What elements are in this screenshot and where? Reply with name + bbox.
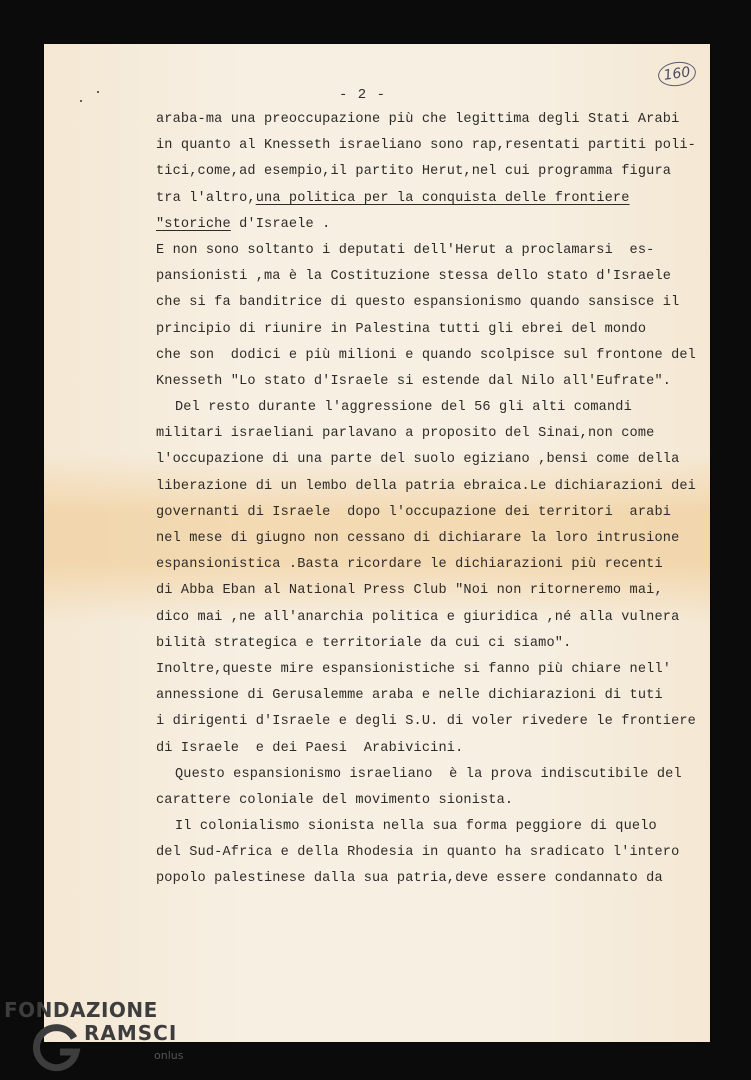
gramsci-g-logo-icon (30, 1022, 82, 1074)
line-text: Knesseth "Lo stato d'Israele si estende dal Nilo all'Eufrate". (156, 373, 672, 389)
line-text: di Israele e dei Paesi Arabivicini. (156, 740, 464, 756)
stray-ink-mark (80, 100, 82, 102)
text-line (156, 840, 716, 866)
text-line (156, 788, 716, 814)
text-line (156, 264, 716, 290)
text-line (156, 369, 716, 395)
line-text: espansionistica .Basta ricordare le dichiarazioni più recenti (156, 557, 663, 573)
text-line (156, 447, 716, 473)
line-text: i dirigenti d'Israele e degli S.U. di voler rivedere le frontiere (156, 714, 696, 730)
text-line (156, 421, 716, 447)
line-text: principio di riunire in Palestina tutti gli ebrei del mondo (156, 321, 647, 337)
line-text: dico mai ,ne all'anarchia politica e giuridica ,né alla vulnera (156, 609, 680, 625)
text-line (156, 814, 716, 840)
text-line (156, 762, 716, 788)
text-line (156, 343, 716, 369)
line-text: bilità strategica e territoriale da cui ci siamo". (156, 635, 572, 651)
text-line (156, 317, 716, 343)
line-text: del Sud-Africa e della Rhodesia in quanto ha sradicato l'intero (156, 845, 680, 861)
line-text: l'occupazione di una parte del suolo egiziano ,bensi come della (156, 452, 680, 468)
text-line (156, 212, 716, 238)
text-line (156, 866, 716, 892)
line-text: liberazione di un lembo della patria ebraica.Le dichiarazioni dei (156, 478, 696, 494)
line-text: d'Israele . (230, 216, 331, 232)
line-text: Del resto durante l'aggressione del 56 gli alti comandi (175, 400, 632, 416)
text-line (156, 552, 716, 578)
line-text: tra l'altro, (156, 190, 256, 206)
underlined-text: "storiche (156, 216, 231, 232)
text-line (156, 159, 716, 185)
text-line (156, 736, 716, 762)
page-number: - 2 - (339, 87, 387, 103)
line-text: Questo espansionismo israeliano è la prova indiscutibile del (175, 766, 682, 782)
text-line (156, 578, 716, 604)
underlined-text: una politica per la conquista delle frontiere (255, 190, 630, 206)
text-line (156, 631, 716, 657)
line-text: popolo palestinese dalla sua patria,deve essere condannato da (156, 871, 663, 887)
line-text: che son dodici e più milioni e quando scolpisce sul frontone del (156, 347, 696, 363)
line-text: che si fa banditrice di questo espansionismo quando sansisce il (156, 295, 680, 311)
watermark-onlus: onlus (154, 1049, 184, 1062)
line-text: annessione di Gerusalemme araba e nelle dichiarazioni di tuti (156, 688, 663, 704)
text-line (156, 186, 716, 212)
line-text: militari israeliani parlavano a proposito del Sinai,non come (156, 426, 655, 442)
line-text: tici,come,ad esempio,il partito Herut,nel cui programma figura (156, 164, 672, 180)
watermark-line-1: FONDAZIONE (4, 998, 158, 1022)
line-text: in quanto al Knesseth israeliano sono rap,resentati partiti poli- (156, 138, 696, 154)
line-text: Il colonialismo sionista nella sua forma peggiore di quelo (175, 819, 657, 835)
line-text: nel mese di giugno non cessano di dichiarare la loro intrusione (156, 531, 680, 546)
text-line (156, 133, 716, 159)
line-text: Inoltre,queste mire espansionistiche si fanno più chiare nell' (156, 661, 672, 677)
line-text: E non sono soltanto i deputati dell'Herut a proclamarsi es- (156, 242, 655, 258)
text-line (156, 709, 716, 735)
text-line (156, 290, 716, 316)
line-text: araba-ma una preoccupazione più che legittima degli Stati Arabi (156, 112, 680, 127)
line-text: pansionisti ,ma è la Costituzione stessa dello stato d'Israele (156, 269, 672, 285)
stray-ink-mark (97, 91, 99, 93)
text-line (156, 605, 716, 631)
text-line (156, 474, 716, 500)
text-line (156, 657, 716, 683)
fondazione-gramsci-watermark (4, 994, 204, 1080)
line-text: governanti di Israele dopo l'occupazione dei territori arabi (156, 504, 672, 520)
document-page (44, 44, 710, 1042)
watermark-line-2: RAMSCI (84, 1021, 178, 1045)
text-line (156, 107, 716, 133)
line-text: di Abba Eban al National Press Club "Noi non ritorneremo mai, (156, 583, 663, 599)
line-text: carattere coloniale del movimento sionista. (156, 792, 514, 808)
text-line (156, 526, 716, 552)
archive-number-stamp: 160 (657, 59, 698, 88)
text-line (156, 238, 716, 264)
text-line (156, 395, 716, 421)
typed-body-text (156, 107, 716, 893)
text-line (156, 683, 716, 709)
text-line (156, 500, 716, 526)
